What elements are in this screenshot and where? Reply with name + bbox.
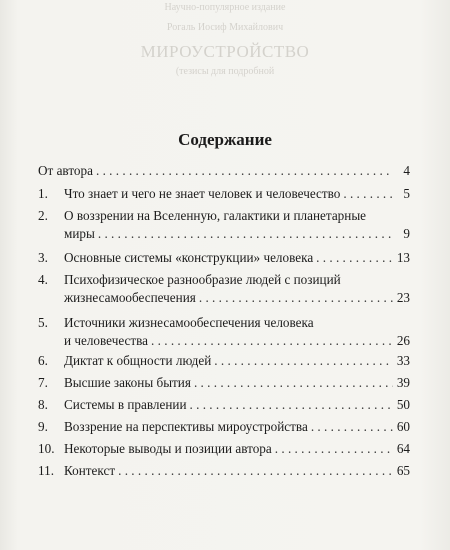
toc-entry-number: 9. [38,419,48,434]
toc-entry-title: Источники жизнесамообеспечения человека [64,315,314,330]
toc-entry[interactable] [38,314,410,350]
dot-leader [96,162,393,180]
bleed-line: Научно-популярное издание [164,2,286,13]
bleed-line: Рогаль Иосиф Михайлович [166,22,284,33]
bleed-line: МИРОУСТРОЙСТВО [140,42,310,61]
dot-leader [275,440,393,458]
toc-entry[interactable] [38,440,410,458]
toc-entry-number: 2. [38,208,48,223]
toc-entry-number: 8. [38,397,48,412]
dot-leader [98,225,393,243]
toc-entry-page: 50 [396,397,410,412]
dot-leader [199,289,393,307]
toc-entry-page: 9 [403,226,410,241]
toc-entry-number: 4. [38,272,48,287]
bleed-line: (тезисы для подробной [175,66,275,77]
toc-entry-title: Системы в правлении [64,397,187,412]
dot-leader [118,462,393,480]
toc-entry-title: О воззрении на Вселенную, галактики и планетарные [64,208,367,223]
toc-entry[interactable] [38,374,410,392]
toc-entry-number: 3. [38,250,48,265]
toc-entry[interactable] [38,396,410,414]
toc-entry-number: 6. [38,353,48,368]
toc-entry[interactable] [38,162,410,180]
toc-entry-title: Основные системы «конструкции» человека [64,250,314,265]
toc-entry-title: Воззрение на перспективы мироустройства [64,419,308,434]
toc-entry-number: 7. [38,375,48,390]
toc-entry[interactable] [38,271,410,307]
dot-leader [190,396,393,414]
toc-entry-page: 23 [396,290,410,305]
toc-entry-title: Некоторые выводы и позиции автора [64,441,272,456]
toc-entry[interactable] [38,249,410,267]
toc-entry-page: 26 [396,333,410,348]
toc-entry-title: От автора [38,163,93,178]
dot-leader [316,249,393,267]
toc-entry-number: 1. [38,186,48,201]
toc-entry[interactable] [38,462,410,480]
toc-entry-title: Психофизическое разнообразие людей с позиций [64,272,341,287]
toc-entry-page: 4 [403,163,410,178]
toc-entry[interactable] [38,207,410,243]
dot-leader [194,374,393,392]
toc-entry-number: 11. [38,463,54,478]
toc-entry-page: 65 [396,463,410,478]
toc-entry-number: 10. [38,441,55,456]
toc-entry-title: Контекст [64,463,116,478]
toc-entry-page: 33 [396,353,410,368]
toc-entry[interactable] [38,185,410,203]
dot-leader [311,418,393,436]
toc-entry-page: 13 [396,250,410,265]
toc-entry-number: 5. [38,315,48,330]
toc-title: Содержание [178,130,272,149]
toc-entry-title: Высшие законы бытия [64,375,191,390]
dot-leader [343,185,393,203]
toc-entry-title: Что знает и чего не знает человек и человечество [64,186,341,201]
toc-entry-title-continued: жизнесамообеспечения [64,290,196,305]
toc-entry[interactable] [38,418,410,436]
dot-leader [151,332,393,350]
dot-leader [214,352,393,370]
toc-entry-title-continued: миры [64,226,95,241]
toc-entry-page: 39 [396,375,410,390]
toc-entry-page: 5 [403,186,410,201]
toc-entry-title-continued: и человечества [64,333,149,348]
toc-entry-page: 64 [396,441,410,456]
toc-entry-page: 60 [396,419,410,434]
toc-entry[interactable] [38,352,410,370]
toc-entry-title: Диктат к общности людей [64,353,212,368]
